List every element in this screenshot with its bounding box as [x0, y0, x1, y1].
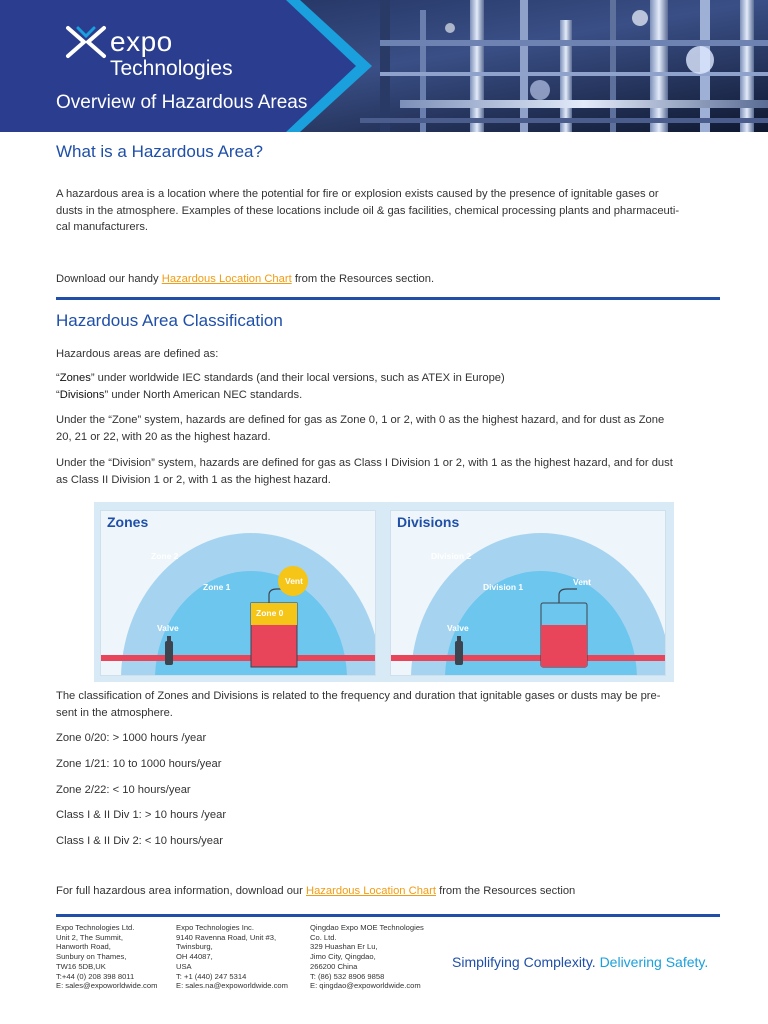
division2-label: Division 2 [431, 551, 472, 561]
division1-label: Division 1 [483, 582, 524, 592]
slogan-part-b: Delivering Safety. [599, 954, 709, 970]
zone-system-paragraph [56, 412, 716, 445]
zones-illustration [101, 511, 376, 676]
section-divider [56, 297, 720, 300]
paragraph-line: as Class II Division 1 or 2, with 1 as the highest hazard. [56, 473, 331, 486]
hazardous-area-definition [56, 186, 716, 236]
zones-panel [100, 510, 376, 676]
paragraph-line: cal manufacturers. [56, 221, 149, 233]
valve-label: Valve [447, 623, 469, 633]
zone-frequency-item: Class I & II Div 2: < 10 hours/year [56, 835, 223, 847]
classification-intro: Hazardous areas are defined as: [56, 348, 219, 360]
address-uk: Expo Technologies Ltd. Unit 2, The Summit, Hanworth Road, Sunbury on Thames, TW16 5DB,UK T:+44 (0) 208 398 8011 E: sales@expoworldwide.com [56, 923, 158, 991]
address-usa: Expo Technologies Inc. 9140 Ravenna Road, Unit #3, Twinsburg, OH 44087, USA T: +1 (440) 247 5314 E: sales.na@expoworldwide.com [176, 923, 288, 991]
download-suffix: from the Resources section. [291, 273, 435, 285]
expo-x-icon [64, 24, 108, 60]
paragraph-line: 20, 21 or 22, with 20 as the highest hazard. [56, 430, 271, 443]
pipe [101, 655, 376, 661]
paragraph-line: Under the “Zone” system, hazards are defined for gas as Zone 0, 1 or 2, with 0 as the highest hazard, and for dust as Zone [56, 414, 665, 426]
divisions-term: Divisions [59, 388, 105, 401]
hazardous-location-chart-link[interactable]: Hazardous Location Chart [161, 273, 292, 285]
paragraph-line: Under the “Division” system, hazards are defined for gas as Class I Division 1 or 2, with 1 as the highest hazard, and for dust [56, 457, 673, 469]
paragraph-line: dusts in the atmosphere. Examples of these locations include oil & gas facilities, chemical processing plants and pharmaceuti- [56, 204, 680, 217]
paragraph-line: The classification of Zones and Divisions is related to the frequency and duration that ignitable gases or dusts may be pre- [56, 690, 661, 702]
zone-frequency-item: Zone 0/20: > 1000 hours /year [56, 732, 207, 744]
download-chart-line [56, 271, 716, 288]
expo-logo [64, 24, 264, 84]
page-title: Overview of Hazardous Areas [56, 92, 308, 113]
footer-divider [56, 914, 720, 917]
zones-term: Zones [59, 372, 91, 384]
hazardous-location-chart-link[interactable]: Hazardous Location Chart [306, 885, 436, 897]
valve-label: Valve [157, 623, 179, 633]
address-china: Qingdao Expo MOE Technologies Co. Ltd. 329 Huashan Er Lu, Jimo City, Qingdao, 266200 China T: (86) 532 8906 9858 E: qingdao@expoworldwide.com [310, 923, 424, 991]
frequency-paragraph [56, 688, 716, 721]
divisions-definition: “Divisions” under North American NEC standards. [56, 388, 303, 401]
zone-frequency-item: Zone 1/21: 10 to 1000 hours/year [56, 758, 222, 770]
zone-frequency-item: Zone 2/22: < 10 hours/year [56, 784, 191, 796]
full-info-prefix: For full hazardous area information, download our [56, 885, 306, 897]
paragraph-line: A hazardous area is a location where the potential for fire or explosion exists caused by the presence of ignitable gases or [56, 188, 659, 200]
email-usa-link[interactable]: E: sales.na@expoworldwide.com [176, 981, 288, 991]
divisions-panel [390, 510, 666, 676]
logo-word-technologies: Technologies [110, 57, 233, 80]
heading-what-is-hazardous-area: What is a Hazardous Area? [56, 142, 263, 161]
zones-title: Zones [107, 514, 149, 530]
divisions-illustration [391, 511, 666, 676]
zone2-label: Zone 2 [151, 551, 179, 561]
tank-liquid [541, 625, 587, 667]
divisions-title: Divisions [397, 514, 460, 530]
full-info-suffix: from the Resources section [435, 885, 576, 897]
download-prefix: Download our handy [56, 273, 162, 285]
zone0-label: Zone 0 [256, 608, 284, 618]
zones-definition: “Zones” under worldwide IEC standards (and their local versions, such as ATEX in Europe) [56, 372, 505, 384]
classification-list [56, 370, 716, 403]
valve-icon [165, 641, 173, 665]
paragraph-line: sent in the atmosphere. [56, 706, 173, 719]
valve-icon [455, 641, 463, 665]
full-info-line [56, 883, 716, 900]
logo-word-expo: expo [110, 26, 173, 57]
email-uk-link[interactable]: E: sales@expoworldwide.com [56, 981, 158, 991]
zone1-label: Zone 1 [203, 582, 231, 592]
zones-divisions-diagram [94, 502, 674, 682]
zone-frequency-item: Class I & II Div 1: > 10 hours /year [56, 809, 227, 821]
page-header [0, 0, 768, 132]
email-china-link[interactable]: E: qingdao@expoworldwide.com [310, 981, 421, 991]
pipe [391, 655, 666, 661]
slogan-part-a: Simplifying Complexity. [452, 954, 596, 970]
heading-classification: Hazardous Area Classification [56, 311, 283, 330]
division-system-paragraph [56, 455, 716, 488]
vent-label: Vent [285, 576, 303, 586]
vent-label: Vent [573, 577, 591, 587]
company-slogan [452, 954, 708, 970]
